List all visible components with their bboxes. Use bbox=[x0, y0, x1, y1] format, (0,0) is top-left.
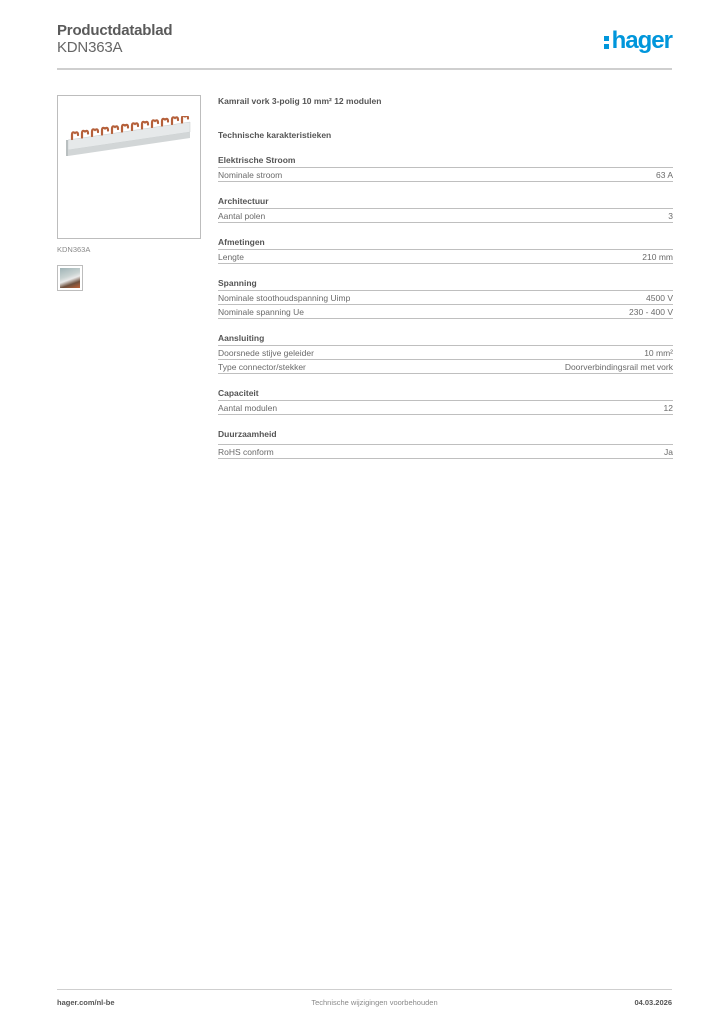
spec-value: 12 bbox=[663, 403, 673, 413]
spec-row bbox=[218, 305, 673, 319]
thumbnail-image bbox=[60, 268, 80, 288]
footer-url[interactable]: hager.com/nl-be bbox=[57, 998, 115, 1007]
spec-label: Aantal modulen bbox=[218, 403, 278, 413]
group-title: Architectuur bbox=[218, 196, 673, 209]
page-footer bbox=[57, 998, 672, 1007]
spec-value: 230 - 400 V bbox=[629, 307, 673, 317]
spec-label: Nominale stoothoudspanning Uimp bbox=[218, 293, 351, 303]
group-title: Afmetingen bbox=[218, 237, 673, 250]
spec-value: 10 mm² bbox=[644, 348, 673, 358]
spec-value: Doorverbindingsrail met vork bbox=[564, 362, 673, 372]
document-title: Productdatablad bbox=[57, 22, 173, 39]
spec-value: 63 A bbox=[655, 170, 673, 180]
logo-colon-icon bbox=[604, 35, 610, 49]
spec-group-aansluiting bbox=[218, 333, 673, 374]
image-thumbnail[interactable] bbox=[57, 265, 83, 291]
spec-row bbox=[218, 168, 673, 182]
footer-divider bbox=[57, 989, 672, 990]
spec-row bbox=[218, 445, 673, 459]
spec-group-duurzaamheid bbox=[218, 429, 673, 459]
group-title: Capaciteit bbox=[218, 388, 673, 401]
footer-note: Technische wijzigingen voorbehouden bbox=[311, 998, 438, 1007]
page-header bbox=[57, 22, 672, 70]
spec-label: Type connector/stekker bbox=[218, 362, 306, 372]
spec-value: Ja bbox=[664, 447, 673, 457]
product-name: Kamrail vork 3-polig 10 mm² 12 modulen bbox=[218, 96, 382, 106]
header-divider bbox=[57, 68, 672, 70]
group-title: Aansluiting bbox=[218, 333, 673, 346]
spec-column bbox=[218, 96, 673, 459]
spec-row bbox=[218, 360, 673, 374]
footer-date: 04.03.2026 bbox=[634, 998, 672, 1007]
product-code: KDN363A bbox=[57, 39, 123, 56]
spec-value: 3 bbox=[668, 211, 673, 221]
spec-group-elektrische-stroom bbox=[218, 155, 673, 182]
spec-row bbox=[218, 401, 673, 415]
spec-row bbox=[218, 209, 673, 223]
spec-group-spanning bbox=[218, 278, 673, 319]
spec-group-afmetingen bbox=[218, 237, 673, 264]
image-caption: KDN363A bbox=[57, 245, 91, 254]
spec-label: Aantal polen bbox=[218, 211, 266, 221]
spec-group-capaciteit bbox=[218, 388, 673, 415]
comb-busbar-image bbox=[66, 116, 194, 156]
spec-label: Nominale spanning Ue bbox=[218, 307, 304, 317]
spec-label: Lengte bbox=[218, 252, 244, 262]
group-title: Duurzaamheid bbox=[218, 429, 673, 445]
spec-label: Nominale stroom bbox=[218, 170, 283, 180]
spec-row bbox=[218, 291, 673, 305]
media-column bbox=[57, 95, 201, 291]
spec-label: Doorsnede stijve geleider bbox=[218, 348, 314, 358]
spec-row bbox=[218, 250, 673, 264]
group-title: Spanning bbox=[218, 278, 673, 291]
spec-label: RoHS conform bbox=[218, 447, 274, 457]
spec-row bbox=[218, 346, 673, 360]
product-image bbox=[57, 95, 201, 239]
spec-value: 4500 V bbox=[646, 293, 673, 303]
section-heading: Technische karakteristieken bbox=[218, 130, 332, 140]
spec-group-architectuur bbox=[218, 196, 673, 223]
spec-value: 210 mm bbox=[642, 252, 673, 262]
hager-logo: hager bbox=[604, 29, 672, 53]
group-title: Elektrische Stroom bbox=[218, 155, 673, 168]
